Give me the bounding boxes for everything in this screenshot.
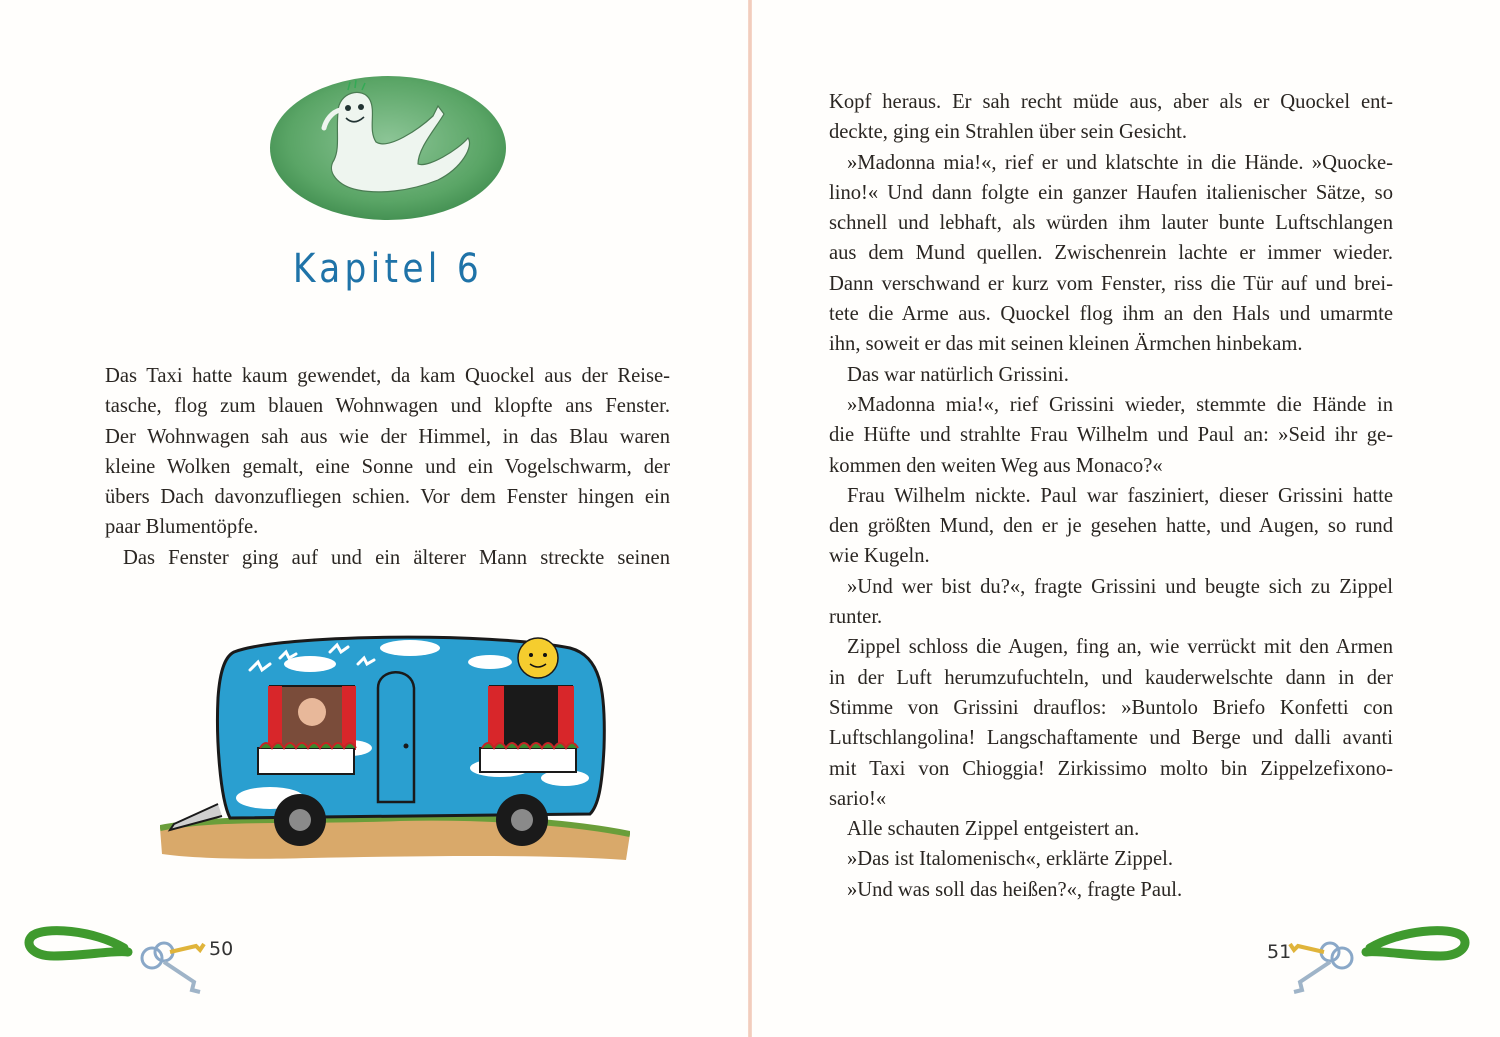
text-line: Frau Wilhelm nickte. Paul war fasziniert, dieser Grissini hatte <box>847 484 1393 507</box>
text-line: Das Fenster ging auf und ein älterer Mann streckte seinen <box>123 546 670 569</box>
text-line: schnell und lebhaft, als würden ihm lauter bunte Luftschlangen <box>829 212 1393 235</box>
text-line: mit Taxi von Chioggia! Zirkissimo molto bin Zippelzefixono- <box>829 757 1393 780</box>
text-line: »Madonna mia!«, rief Grissini wieder, stemmte die Hände in <box>847 393 1393 416</box>
keychain-illustration <box>1270 920 1470 1000</box>
text-line: Der Wohnwagen sah aus wie der Himmel, in das Blau waren <box>105 425 670 448</box>
text-line: kommen den weiten Weg aus Monaco?« <box>829 454 1163 477</box>
text-line: »Und wer bist du?«, fragte Grissini und beugte sich zu Zippel <box>847 575 1393 598</box>
text-line: Dann verschwand er kurz vom Fenster, riss die Tür auf und brei- <box>829 272 1393 295</box>
text-line: übers Dach davonzufliegen schien. Vor dem Fenster hingen ein <box>105 486 670 509</box>
text-line: Zippel schloss die Augen, fing an, wie verrückt mit den Armen <box>847 636 1393 659</box>
text-line: wie Kugeln. <box>829 545 930 568</box>
text-line: sario!« <box>829 787 887 810</box>
text-line: lino!« Und dann folgte ein ganzer Haufen italienischer Sätze, so <box>829 181 1393 204</box>
text-line: Kopf heraus. Er sah recht müde aus, aber als er Quockel ent- <box>829 91 1393 113</box>
text-line: tasche, flog zum blauen Wohnwagen und klopfte ans Fenster. <box>105 395 670 418</box>
text-line: tete die Arme aus. Quockel flog ihm an den Hals und umarmte <box>829 303 1393 326</box>
text-line: aus dem Mund quellen. Zwischenrein lachte er immer wieder. <box>829 242 1393 265</box>
text-line: Luftschlangolina! Langschaftamente und Berge und dalli avanti <box>829 727 1393 750</box>
right-page-text <box>829 87 1393 905</box>
text-line: die Hüfte und strahlte Frau Wilhelm und Paul an: »Seid ihr ge- <box>829 424 1393 447</box>
text-line: Stimme von Grissini drauflos: »Buntolo Briefo Konfetti con <box>829 696 1393 719</box>
caravan-illustration <box>160 628 630 868</box>
ghost-illustration <box>268 72 508 222</box>
text-line: »Madonna mia!«, rief er und klatschte in die Hände. »Quocke- <box>847 151 1393 174</box>
keychain-illustration <box>24 920 224 1000</box>
right-page <box>752 0 1500 1037</box>
text-line: Das war natürlich Grissini. <box>847 363 1069 386</box>
left-page-text <box>105 361 670 573</box>
page-number: 51 <box>1267 941 1292 963</box>
text-line: »Und was soll das heißen?«, fragte Paul. <box>847 878 1183 901</box>
left-page <box>0 0 748 1037</box>
text-line: paar Blumentöpfe. <box>105 516 259 539</box>
chapter-title: Kapitel 6 <box>292 246 484 292</box>
text-line: in der Luft herumzufuchteln, und kauderwelschte dann in der <box>829 666 1393 689</box>
text-line: den größten Mund, den er je gesehen hatte, und Augen, so rund <box>829 515 1393 538</box>
text-line: »Das ist Italomenisch«, erklärte Zippel. <box>847 848 1173 871</box>
text-line: kleine Wolken gemalt, eine Sonne und ein Vogelschwarm, der <box>105 455 670 478</box>
text-line: ihn, soweit er das mit seinen kleinen Ärmchen hinbekam. <box>829 333 1303 356</box>
text-line: deckte, ging ein Strahlen über sein Gesicht. <box>829 121 1187 144</box>
page-number: 50 <box>209 938 234 960</box>
text-line: runter. <box>829 606 883 629</box>
text-line: Alle schauten Zippel entgeistert an. <box>847 818 1140 841</box>
text-line: Das Taxi hatte kaum gewendet, da kam Quockel aus der Reise- <box>105 365 670 387</box>
